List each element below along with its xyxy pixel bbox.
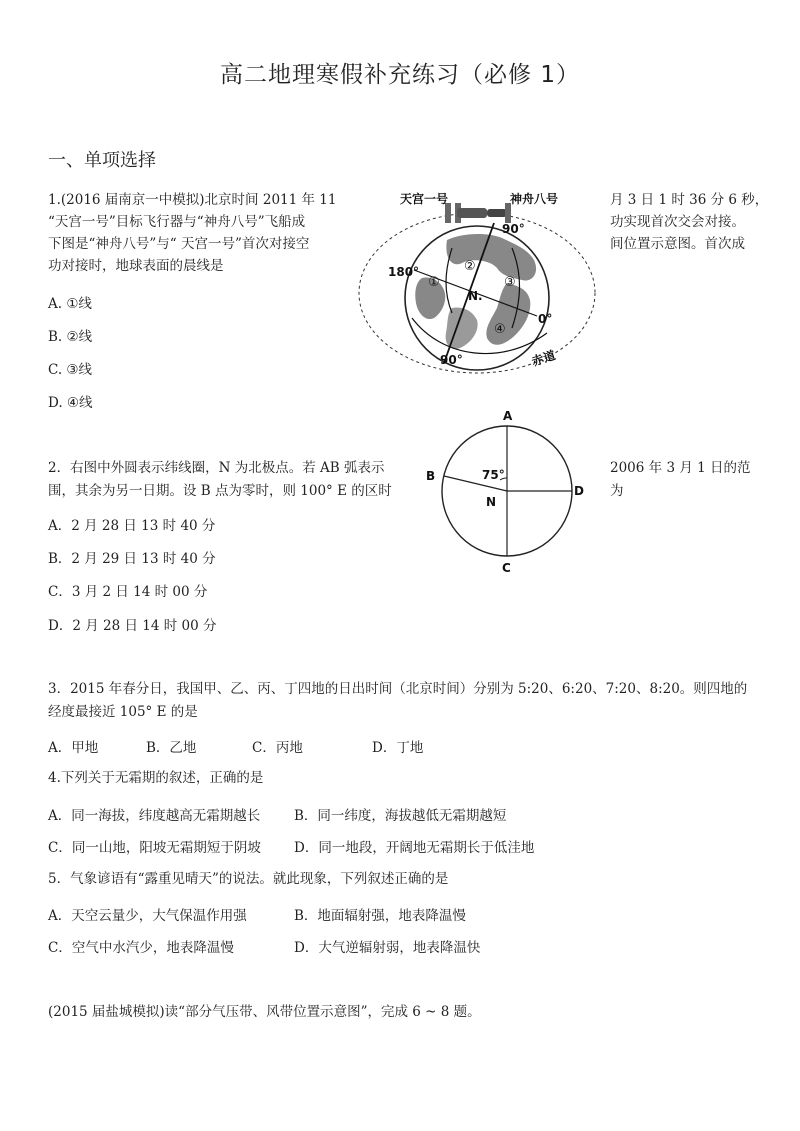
q1-line-4: 功对接时，地球表面的晨线是 (48, 258, 224, 274)
page-title: 高二地理寒假补充练习（必修 1） (220, 62, 580, 88)
tiangong-module-icon (457, 208, 487, 218)
q1-option-b[interactable]: B. ②线 (48, 329, 93, 345)
q1-line-1: 1.(2016 届南京一中模拟)北京时间 2011 年 11 (48, 192, 337, 208)
label-tiangong: 天宫一号 (400, 192, 449, 206)
q4-option-b[interactable]: B．同一纬度，海拔越低无霜期越短 (294, 808, 507, 824)
q2-option-d[interactable]: D．2 月 28 日 14 时 00 分 (48, 618, 217, 634)
q1-line-2: “天宫一号”目标飞行器与“神舟八号”飞船成 (48, 214, 306, 230)
angle-label: 75° (482, 468, 505, 482)
label-90-top: 90° (502, 222, 525, 236)
q4-option-d[interactable]: D．同一地段，开阔地无霜期长于低洼地 (294, 840, 535, 856)
label-shenzhou: 神舟八号 (510, 192, 559, 206)
point-a: A (503, 409, 513, 423)
q3-option-c[interactable]: C．丙地 (252, 740, 303, 756)
point-n: N (486, 495, 497, 509)
q4-stem: 4.下列关于无霜期的叙述，正确的是 (48, 770, 264, 786)
q3-option-b[interactable]: B．乙地 (146, 740, 197, 756)
q5-option-d[interactable]: D．大气逆辐射弱，地表降温快 (294, 940, 481, 956)
point-d: D (574, 484, 584, 498)
point-b: B (426, 469, 436, 483)
q2-option-c[interactable]: C．3 月 2 日 14 时 00 分 (48, 584, 208, 600)
q3-line-2: 经度最接近 105° E 的是 (48, 704, 198, 720)
shenzhou-module-icon (487, 209, 507, 217)
q1-option-c[interactable]: C. ③线 (48, 362, 93, 378)
q1-line-3: 下图是“神舟八号”与“ 天宫一号”首次对接空 (48, 236, 310, 252)
q2-line-1-right: 2006 年 3 月 1 日的范 (610, 460, 751, 476)
q1-option-d[interactable]: D. ④线 (48, 395, 93, 411)
mark-3: ③ (504, 275, 516, 290)
label-0: 0° (538, 312, 553, 326)
solar-panel-icon (445, 203, 451, 223)
q1-line-1-right: 月 3 日 1 时 36 分 6 秒， (610, 192, 769, 208)
q6-intro: (2015 届盐城模拟)读“部分气压带、风带位置示意图”，完成 6 ~ 8 题。 (48, 1004, 481, 1020)
q3-option-d[interactable]: D．丁地 (372, 740, 424, 756)
q5-option-a[interactable]: A．天空云量少，大气保温作用强 (48, 908, 247, 924)
q2-option-b[interactable]: B．2 月 29 日 13 时 40 分 (48, 551, 216, 567)
solar-panel-icon (505, 203, 511, 223)
q1-option-a[interactable]: A. ①线 (48, 296, 92, 312)
mark-4: ④ (494, 322, 506, 337)
q2-line-2: 围，其余为另一日期。设 B 点为零时，则 100° E 的区时 (48, 483, 392, 499)
q2-line-1: 2．右图中外圆表示纬线圈，N 为北极点。若 AB 弧表示 (48, 460, 385, 476)
q5-stem: 5．气象谚语有“露重见晴天”的说法。就此现象，下列叙述正确的是 (48, 871, 449, 887)
point-c: C (502, 561, 511, 575)
label-north-pole: N. (468, 289, 483, 303)
q2-option-a[interactable]: A．2 月 28 日 13 时 40 分 (48, 518, 216, 534)
mark-1: ① (428, 275, 440, 290)
q1-line-2-right: 功实现首次交会对接。 (610, 214, 745, 230)
q4-option-a[interactable]: A．同一海拔，纬度越高无霜期越长 (48, 808, 261, 824)
q2-line-2-right: 为 (610, 483, 624, 499)
q1-line-3-right: 间位置示意图。首次成 (610, 236, 745, 252)
q5-option-c[interactable]: C．空气中水汽少，地表降温慢 (48, 940, 234, 956)
docking-diagram (352, 188, 602, 383)
q3-option-a[interactable]: A．甲地 (48, 740, 99, 756)
latitude-circle-diagram (418, 408, 598, 578)
q3-line-1: 3．2015 年春分日，我国甲、乙、丙、丁四地的日出时间（北京时间）分别为 5:20、6:20、7:20、8:20。则四地的 (48, 681, 748, 697)
label-90-bottom: 90° (440, 353, 463, 367)
label-equator: 赤道 (530, 348, 558, 369)
q4-option-c[interactable]: C．同一山地，阳坡无霜期短于阴坡 (48, 840, 261, 856)
q5-option-b[interactable]: B．地面辐射强，地表降温慢 (294, 908, 466, 924)
mark-2: ② (464, 259, 476, 274)
section-heading: 一、单项选择 (48, 150, 156, 171)
label-180: 180° (388, 265, 420, 279)
